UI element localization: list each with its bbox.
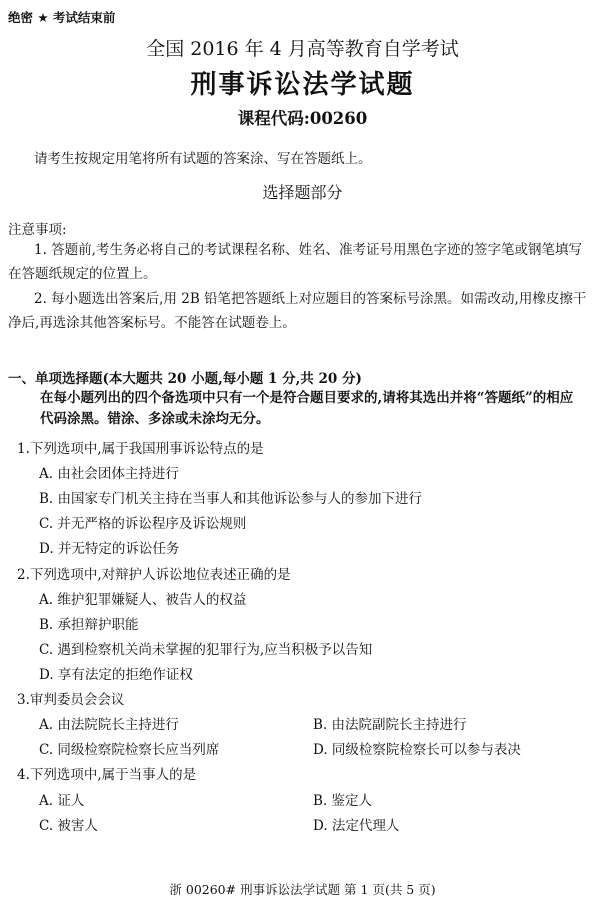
note-item-1 [8,238,594,286]
note-item-2-text: 2. 每小题选出答案后,用 2B 铅笔把答题纸上对应题目的答案标号涂黑。如需改动,用橡皮擦干净后,再选涂其他答案标号。不能答在试题卷上。 [8,291,587,331]
question-3-option-a: A. 由法院院长主持进行 [39,717,179,733]
question-4-option-b: B. 鉴定人 [313,793,373,809]
notes-heading: 注意事项: [8,222,67,238]
question-2-stem: 2.下列选项中,对辩护人诉讼地位表述正确的是 [17,567,291,583]
answer-instruction: 请考生按规定用笔将所有试题的答案涂、写在答题纸上。 [34,151,372,167]
exam-title: 全国 2016 年 4 月高等教育自学考试 [146,38,459,60]
confidential-mark: 绝密 ★ 考试结束前 [8,10,116,25]
question-2-option-a: A. 维护犯罪嫌疑人、被告人的权益 [39,592,247,608]
question-4-option-c: C. 被害人 [39,818,98,834]
question-1-option-a: A. 由社会团体主持进行 [39,466,179,482]
question-3-stem: 3.审判委员会会议 [17,692,125,708]
page-footer: 浙 00260# 刑事诉讼法学试题 第 1 页(共 5 页) [169,882,436,897]
note-item-1-text: 1. 答题前,考生务必将自己的考试课程名称、姓名、准考证号用黑色字迹的签字笔或钢笔填写在答题纸规定的位置上。 [8,242,582,282]
part-one-title: 一、单项选择题(本大题共 20 小题,每小题 1 分,共 20 分) [8,371,362,387]
note-item-2 [8,287,594,335]
paper-title: 刑事诉讼法学试题 [190,70,415,100]
section-title: 选择题部分 [262,183,343,202]
question-4-option-d: D. 法定代理人 [313,818,400,834]
question-3-option-b: B. 由法院副院长主持进行 [313,717,467,733]
question-3-option-d: D. 同级检察院检察长可以参与表决 [313,742,521,758]
question-1-option-d: D. 并无特定的诉讼任务 [39,541,180,557]
question-4-option-a: A. 证人 [39,793,85,809]
question-3-option-c: C. 同级检察院检察长应当列席 [39,742,220,758]
question-2-option-c: C. 遇到检察机关尚未掌握的犯罪行为,应当积极予以告知 [39,642,373,658]
question-2-option-b: B. 承担辩护职能 [39,617,139,633]
part-one-description: 在每小题列出的四个备选项中只有一个是符合题目要求的,请将其选出并将“答题纸”的相应代码涂黑。错涂、多涂或未涂均无分。 [40,390,574,427]
question-1-option-b: B. 由国家专门机关主持在当事人和其他诉讼参与人的参加下进行 [39,491,423,507]
question-2-option-d: D. 享有法定的拒绝作证权 [39,667,193,683]
course-code: 课程代码:00260 [237,109,368,128]
question-4-stem: 4.下列选项中,属于当事人的是 [17,767,197,783]
question-1-option-c: C. 并无严格的诉讼程序及诉讼规则 [39,516,247,532]
question-1-stem: 1.下列选项中,属于我国刑事诉讼特点的是 [17,441,264,457]
